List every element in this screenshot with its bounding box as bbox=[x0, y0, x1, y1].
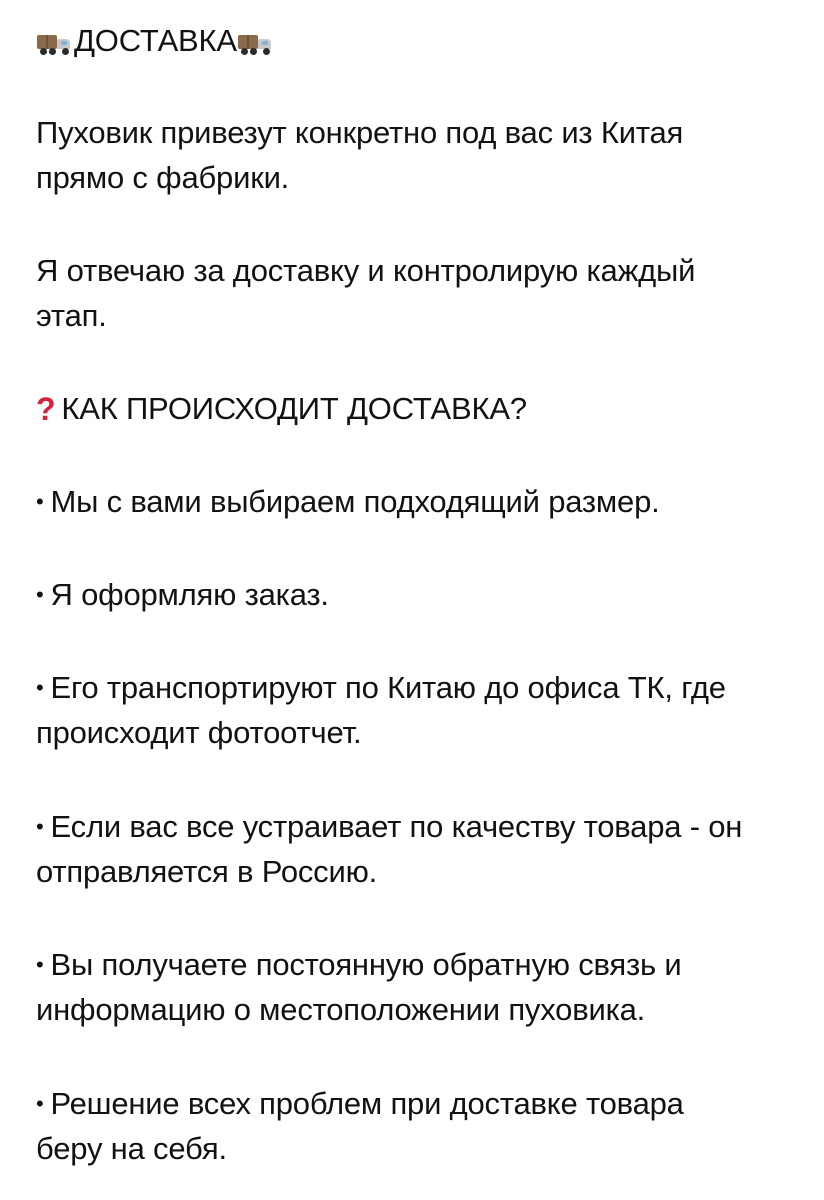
bullet-icon: • bbox=[36, 1091, 44, 1116]
step-item bbox=[36, 665, 726, 713]
step-item bbox=[36, 804, 742, 852]
step-text-continuation: происходит фотоотчет. bbox=[36, 715, 362, 750]
step-text: Вы получаете постоянную обратную связь и bbox=[50, 947, 682, 982]
bullet-icon: • bbox=[36, 582, 44, 607]
step-text: Если вас все устраивает по качеству товара - он bbox=[50, 809, 743, 844]
step-item bbox=[36, 572, 329, 620]
bullet-icon: • bbox=[36, 675, 44, 700]
question-heading-text: КАК ПРОИСХОДИТ ДОСТАВКА? bbox=[61, 391, 527, 426]
delivery-truck-icon bbox=[237, 29, 275, 57]
bullet-icon: • bbox=[36, 814, 44, 839]
step-item bbox=[36, 1081, 684, 1129]
step-item bbox=[36, 942, 682, 990]
delivery-truck-icon bbox=[36, 29, 74, 57]
red-question-mark-icon: ? bbox=[36, 391, 56, 427]
step-text: Его транспортируют по Китаю до офиса ТК, где bbox=[50, 670, 726, 705]
step-text: Я оформляю заказ. bbox=[50, 577, 329, 612]
bullet-icon: • bbox=[36, 489, 44, 514]
responsibility-line-1: Я отвечаю за доставку и контролирую каждый bbox=[36, 253, 696, 288]
step-item bbox=[36, 479, 660, 527]
bullet-icon: • bbox=[36, 952, 44, 977]
responsibility-line-2: этап. bbox=[36, 298, 107, 333]
step-text-continuation: информацию о местоположении пуховика. bbox=[36, 992, 646, 1027]
question-heading bbox=[36, 386, 527, 431]
step-text-continuation: беру на себя. bbox=[36, 1131, 227, 1166]
section-title bbox=[36, 18, 275, 63]
section-title-text: ДОСТАВКА bbox=[74, 23, 237, 58]
step-text: Мы с вами выбираем подходящий размер. bbox=[50, 484, 660, 519]
step-text: Решение всех проблем при доставке товара bbox=[50, 1086, 684, 1121]
step-text-continuation: отправляется в Россию. bbox=[36, 854, 378, 889]
intro-line-1: Пуховик привезут конкретно под вас из Китая bbox=[36, 115, 684, 150]
intro-line-2: прямо с фабрики. bbox=[36, 160, 290, 195]
